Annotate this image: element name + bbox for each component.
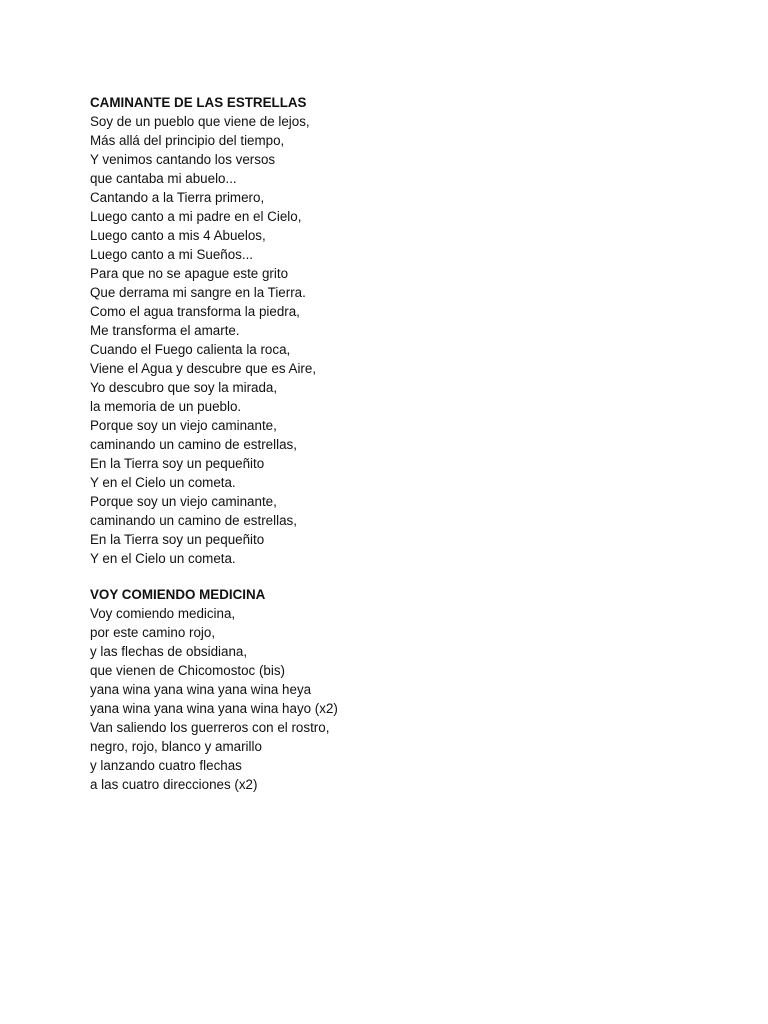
lyric-line: Cantando a la Tierra primero, xyxy=(90,190,265,205)
lyric-line: Y en el Cielo un cometa. xyxy=(90,551,236,566)
lyric-line: Y venimos cantando los versos xyxy=(90,152,276,167)
lyric-line: Porque soy un viejo caminante, xyxy=(90,418,277,433)
lyric-line: Porque soy un viejo caminante, xyxy=(90,494,277,509)
lyric-line: y lanzando cuatro flechas xyxy=(90,758,242,773)
song-title: CAMINANTE DE LAS ESTRELLAS xyxy=(90,95,307,110)
lyric-line: Como el agua transforma la piedra, xyxy=(90,304,300,319)
lyric-line: Voy comiendo medicina, xyxy=(90,606,236,621)
song-voy-comiendo-medicina xyxy=(90,585,730,794)
song-caminante-de-las-estrellas xyxy=(90,93,730,568)
lyric-line: Para que no se apague este grito xyxy=(90,266,289,281)
lyric-line: En la Tierra soy un pequeñito xyxy=(90,456,265,471)
lyric-line: yana wina yana wina yana wina hayo (x2) xyxy=(90,701,338,716)
lyric-line: Cuando el Fuego calienta la roca, xyxy=(90,342,291,357)
lyric-line: En la Tierra soy un pequeñito xyxy=(90,532,265,547)
lyric-line: Más allá del principio del tiempo, xyxy=(90,133,285,148)
lyric-line: que cantaba mi abuelo... xyxy=(90,171,237,186)
lyric-line: Y en el Cielo un cometa. xyxy=(90,475,236,490)
lyric-line: la memoria de un pueblo. xyxy=(90,399,242,414)
song-title: VOY COMIENDO MEDICINA xyxy=(90,587,266,602)
lyric-line: Que derrama mi sangre en la Tierra. xyxy=(90,285,306,300)
lyric-line: Yo descubro que soy la mirada, xyxy=(90,380,278,395)
lyric-line: Luego canto a mi padre en el Cielo, xyxy=(90,209,302,224)
lyric-line: Soy de un pueblo que viene de lejos, xyxy=(90,114,310,129)
lyric-line: negro, rojo, blanco y amarillo xyxy=(90,739,262,754)
lyric-line: Luego canto a mi Sueños... xyxy=(90,247,254,262)
lyric-line: caminando un camino de estrellas, xyxy=(90,437,297,452)
lyric-line: Van saliendo los guerreros con el rostro, xyxy=(90,720,330,735)
lyrics-list xyxy=(90,604,730,794)
lyrics-list xyxy=(90,112,730,568)
lyric-line: por este camino rojo, xyxy=(90,625,216,640)
lyric-line: caminando un camino de estrellas, xyxy=(90,513,297,528)
lyric-line: y las flechas de obsidiana, xyxy=(90,644,248,659)
lyric-line: Luego canto a mis 4 Abuelos, xyxy=(90,228,266,243)
lyric-line: yana wina yana wina yana wina heya xyxy=(90,682,312,697)
lyric-line: Me transforma el amarte. xyxy=(90,323,240,338)
lyric-line: Viene el Agua y descubre que es Aire, xyxy=(90,361,317,376)
lyric-line: a las cuatro direcciones (x2) xyxy=(90,777,258,792)
lyric-line: que vienen de Chicomostoc (bis) xyxy=(90,663,286,678)
